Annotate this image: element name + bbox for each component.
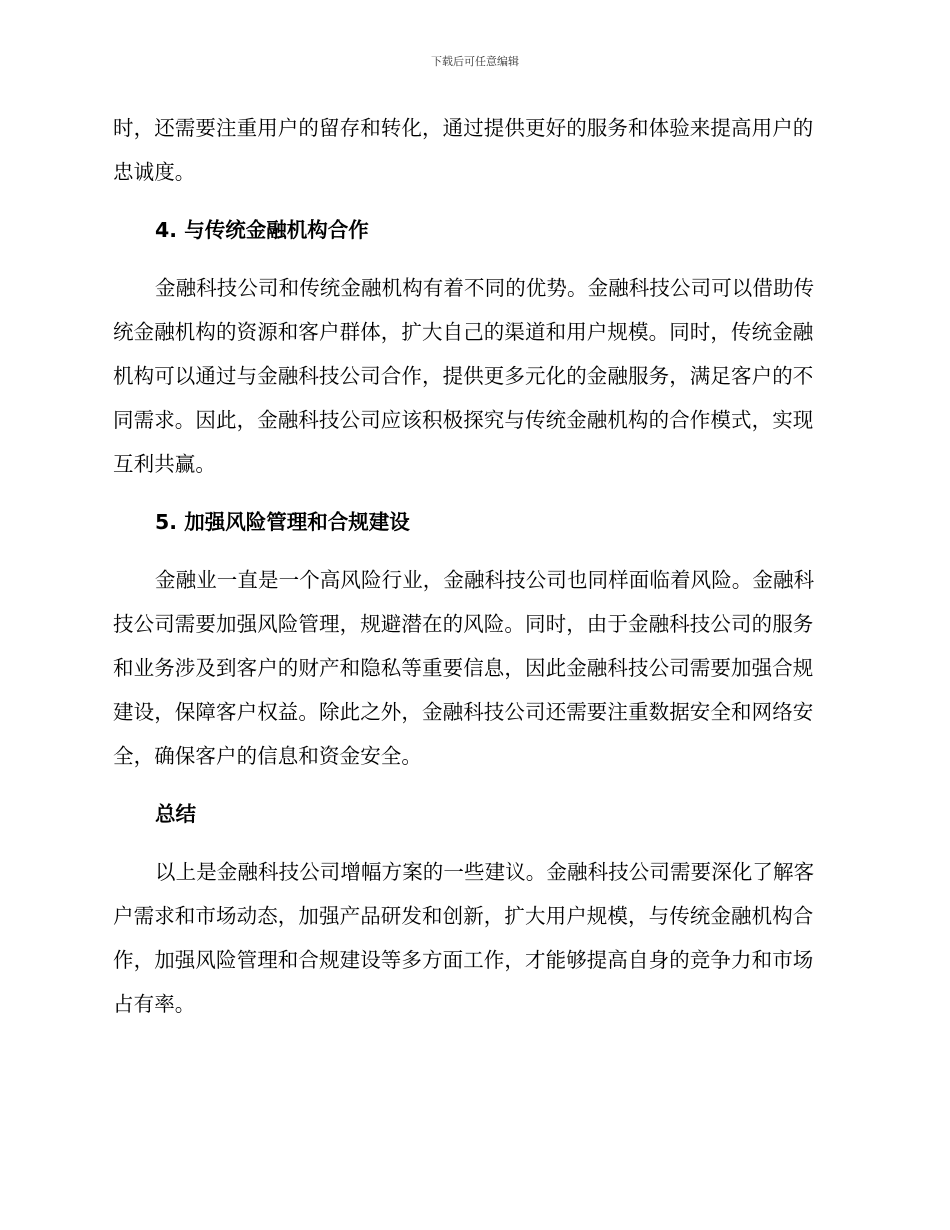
document-body [113, 106, 831, 1026]
page-header: 下载后可任意编辑 [431, 55, 519, 68]
paragraph-cooperation: 金融科技公司和传统金融机构有着不同的优势。金融科技公司可以借助传统金融机构的资源和客户群体，扩大自己的渠道和用户规模。同时，传统金融机构可以通过与金融科技公司合作，提供更多元化的金融服务，满足客户的不同需求。因此，金融科技公司应该积极探究与传统金融机构的合作模式，实现互利共赢。 [113, 276, 815, 476]
section-heading-4: 4. 与传统金融机构合作 [155, 218, 369, 242]
paragraph-risk-management: 金融业一直是一个高风险行业，金融科技公司也同样面临着风险。金融科技公司需要加强风险管理，规避潜在的风险。同时，由于金融科技公司的服务和业务涉及到客户的财产和隐私等重要信息，因此金融科技公司需要加强合规建设，保障客户权益。除此之外，金融科技公司还需要注重数据安全和网络安全，确保客户的信息和资金安全。 [113, 568, 815, 768]
section-heading-summary: 总结 [155, 802, 196, 826]
paragraph-summary: 以上是金融科技公司增幅方案的一些建议。金融科技公司需要深化了解客户需求和市场动态，加强产品研发和创新，扩大用户规模，与传统金融机构合作，加强风险管理和合规建设等多方面工作，才能够提高自身的竞争力和市场占有率。 [113, 860, 815, 1016]
section-heading-5: 5. 加强风险管理和合规建设 [155, 510, 410, 534]
paragraph-continuation: 时，还需要注重用户的留存和转化，通过提供更好的服务和体验来提高用户的忠诚度。 [113, 116, 814, 184]
